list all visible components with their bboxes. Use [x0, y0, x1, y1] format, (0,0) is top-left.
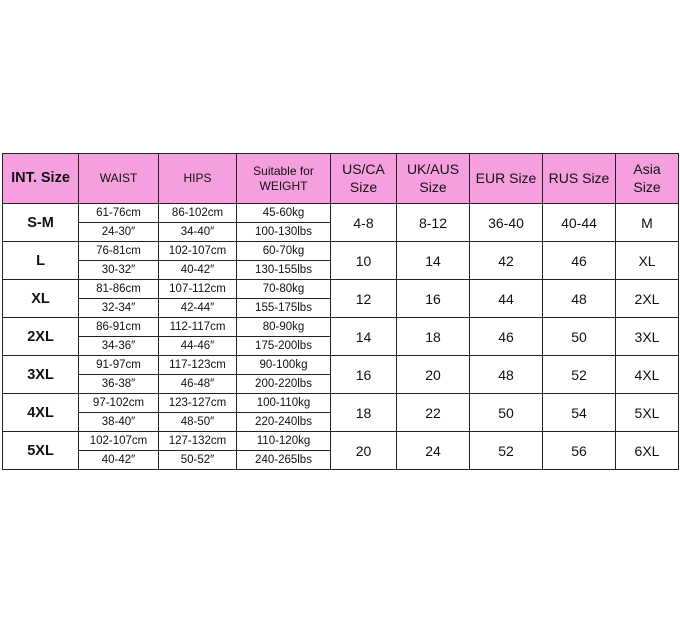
uk-size-cell: 16 [397, 280, 470, 318]
waist-cm-cell: 86-91cm [79, 318, 159, 337]
table-row [3, 280, 679, 299]
waist-in-cell: 38-40″ [79, 413, 159, 432]
waist-in-cell: 24-30″ [79, 223, 159, 242]
header-uk-line1: UK/AUS [406, 161, 460, 177]
waist-cm-cell: 97-102cm [79, 394, 159, 413]
table-row [3, 318, 679, 337]
int-size-cell: 5XL [3, 432, 79, 470]
waist-cm-cell: 76-81cm [79, 242, 159, 261]
table-row [3, 356, 679, 375]
int-size-cell: S-M [3, 204, 79, 242]
header-hips: HIPS [159, 154, 237, 204]
header-asia-size [616, 154, 679, 204]
hips-in-cell: 50-52″ [159, 451, 237, 470]
header-eur-size: EUR Size [470, 154, 543, 204]
hips-in-cell: 48-50″ [159, 413, 237, 432]
rus-size-cell: 48 [543, 280, 616, 318]
weight-lbs-cell: 155-175lbs [237, 299, 331, 318]
us-size-cell: 20 [331, 432, 397, 470]
table-row [3, 394, 679, 413]
waist-in-cell: 30-32″ [79, 261, 159, 280]
waist-cm-cell: 102-107cm [79, 432, 159, 451]
hips-in-cell: 34-40″ [159, 223, 237, 242]
waist-in-cell: 34-36″ [79, 337, 159, 356]
size-chart-body [3, 204, 679, 470]
int-size-cell: 3XL [3, 356, 79, 394]
weight-lbs-cell: 100-130lbs [237, 223, 331, 242]
asia-size-cell: XL [616, 242, 679, 280]
hips-in-cell: 42-44″ [159, 299, 237, 318]
us-size-cell: 4-8 [331, 204, 397, 242]
uk-size-cell: 14 [397, 242, 470, 280]
us-size-cell: 16 [331, 356, 397, 394]
rus-size-cell: 54 [543, 394, 616, 432]
weight-kg-cell: 60-70kg [237, 242, 331, 261]
weight-lbs-cell: 200-220lbs [237, 375, 331, 394]
uk-size-cell: 22 [397, 394, 470, 432]
weight-kg-cell: 70-80kg [237, 280, 331, 299]
header-asia-line2: Size [633, 178, 661, 195]
header-us-line2: Size [349, 178, 378, 195]
hips-in-cell: 46-48″ [159, 375, 237, 394]
waist-cm-cell: 61-76cm [79, 204, 159, 223]
int-size-cell: XL [3, 280, 79, 318]
rus-size-cell: 50 [543, 318, 616, 356]
waist-in-cell: 40-42″ [79, 451, 159, 470]
weight-lbs-cell: 220-240lbs [237, 413, 331, 432]
int-size-cell: 4XL [3, 394, 79, 432]
header-uk-line2: Size [419, 178, 447, 195]
table-row [3, 242, 679, 261]
us-size-cell: 18 [331, 394, 397, 432]
header-weight [237, 154, 331, 204]
hips-in-cell: 44-46″ [159, 337, 237, 356]
weight-kg-cell: 100-110kg [237, 394, 331, 413]
rus-size-cell: 56 [543, 432, 616, 470]
size-chart-table [2, 153, 679, 470]
waist-in-cell: 36-38″ [79, 375, 159, 394]
header-us-line1: US/CA [342, 161, 385, 177]
rus-size-cell: 52 [543, 356, 616, 394]
us-size-cell: 14 [331, 318, 397, 356]
hips-in-cell: 40-42″ [159, 261, 237, 280]
uk-size-cell: 8-12 [397, 204, 470, 242]
header-weight-line1: Suitable for [253, 163, 314, 178]
hips-cm-cell: 112-117cm [159, 318, 237, 337]
asia-size-cell: 2XL [616, 280, 679, 318]
eur-size-cell: 46 [470, 318, 543, 356]
asia-size-cell: M [616, 204, 679, 242]
asia-size-cell: 4XL [616, 356, 679, 394]
table-row [3, 432, 679, 451]
header-rus-size: RUS Size [543, 154, 616, 204]
rus-size-cell: 46 [543, 242, 616, 280]
eur-size-cell: 42 [470, 242, 543, 280]
eur-size-cell: 36-40 [470, 204, 543, 242]
us-size-cell: 12 [331, 280, 397, 318]
asia-size-cell: 6XL [616, 432, 679, 470]
hips-cm-cell: 127-132cm [159, 432, 237, 451]
waist-in-cell: 32-34″ [79, 299, 159, 318]
rus-size-cell: 40-44 [543, 204, 616, 242]
weight-lbs-cell: 240-265lbs [237, 451, 331, 470]
int-size-cell: L [3, 242, 79, 280]
int-size-cell: 2XL [3, 318, 79, 356]
eur-size-cell: 50 [470, 394, 543, 432]
eur-size-cell: 44 [470, 280, 543, 318]
hips-cm-cell: 86-102cm [159, 204, 237, 223]
us-size-cell: 10 [331, 242, 397, 280]
header-weight-line2: WEIGHT [259, 178, 308, 193]
hips-cm-cell: 107-112cm [159, 280, 237, 299]
weight-lbs-cell: 130-155lbs [237, 261, 331, 280]
hips-cm-cell: 123-127cm [159, 394, 237, 413]
size-chart-header [3, 154, 679, 204]
table-row [3, 204, 679, 223]
weight-lbs-cell: 175-200lbs [237, 337, 331, 356]
header-waist: WAIST [79, 154, 159, 204]
header-int-size: INT. Size [3, 154, 79, 204]
eur-size-cell: 52 [470, 432, 543, 470]
asia-size-cell: 5XL [616, 394, 679, 432]
hips-cm-cell: 117-123cm [159, 356, 237, 375]
hips-cm-cell: 102-107cm [159, 242, 237, 261]
uk-size-cell: 18 [397, 318, 470, 356]
eur-size-cell: 48 [470, 356, 543, 394]
uk-size-cell: 20 [397, 356, 470, 394]
header-uk-aus-size [397, 154, 470, 204]
weight-kg-cell: 80-90kg [237, 318, 331, 337]
weight-kg-cell: 110-120kg [237, 432, 331, 451]
header-us-ca-size [331, 154, 397, 204]
header-asia-line1: Asia [633, 161, 661, 177]
header-row [3, 154, 679, 204]
weight-kg-cell: 45-60kg [237, 204, 331, 223]
asia-size-cell: 3XL [616, 318, 679, 356]
uk-size-cell: 24 [397, 432, 470, 470]
weight-kg-cell: 90-100kg [237, 356, 331, 375]
waist-cm-cell: 91-97cm [79, 356, 159, 375]
waist-cm-cell: 81-86cm [79, 280, 159, 299]
